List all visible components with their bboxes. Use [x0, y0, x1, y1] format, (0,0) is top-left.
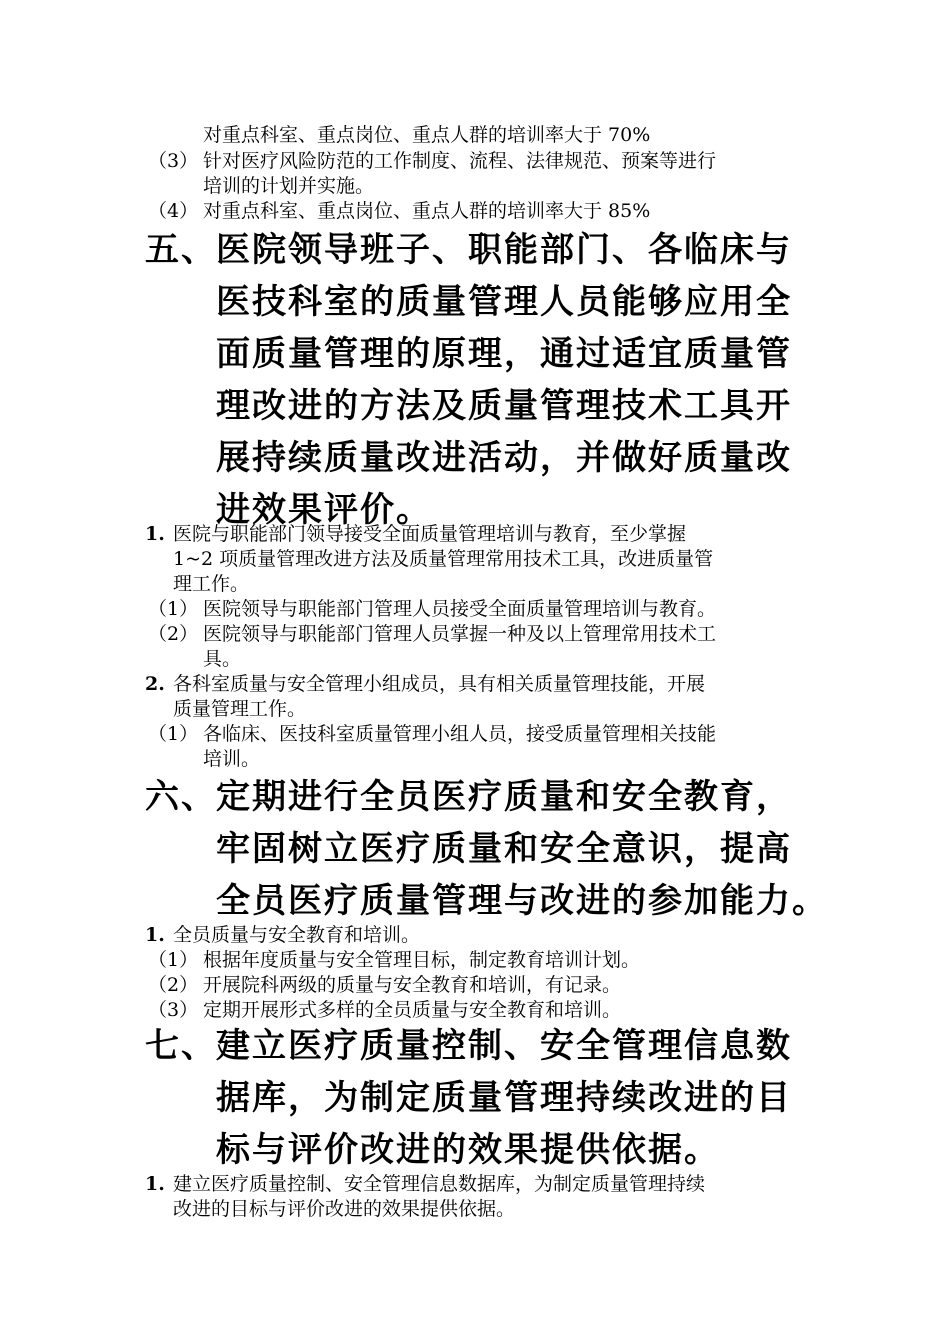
heading-line: 定期进行全员医疗质量和安全教育， — [216, 777, 792, 817]
text-line: 定期开展形式多样的全员质量与安全教育和培训。 — [203, 999, 622, 1021]
heading-line: 全员医疗质量管理与改进的参加能力。 — [216, 881, 828, 921]
item-marker: （3） — [148, 150, 199, 172]
item-marker: （1） — [148, 598, 199, 620]
heading-line: 牢固树立医疗质量和安全意识，提高 — [216, 829, 792, 869]
item-marker: 2. — [145, 673, 165, 695]
heading-line: 面质量管理的原理，通过适宜质量管 — [216, 334, 792, 374]
text-line: 培训的计划并实施。 — [203, 175, 375, 197]
item-marker: 1. — [145, 924, 165, 946]
heading-line: 进效果评价。 — [216, 490, 432, 530]
text-line: 对重点科室、重点岗位、重点人群的培训率大于 85% — [203, 200, 651, 222]
text-line: 开展院科两级的质量与安全教育和培训，有记录。 — [203, 974, 622, 996]
text-line: 各科室质量与安全管理小组成员，具有相关质量管理技能，开展 — [173, 673, 706, 695]
text-line: 理工作。 — [173, 573, 250, 595]
text-line: 各临床、医技科室质量管理小组人员，接受质量管理相关技能 — [203, 723, 717, 745]
text-line: 1~2 项质量管理改进方法及质量管理常用技术工具，改进质量管 — [173, 548, 714, 570]
paragraph-continuation — [203, 123, 650, 148]
heading-line: 医院领导班子、职能部门、各临床与 — [216, 230, 792, 270]
heading-line: 理改进的方法及质量管理技术工具开 — [216, 386, 792, 426]
text-line: 医院与职能部门领导接受全面质量管理培训与教育，至少掌握 — [173, 523, 687, 545]
item-marker: （1） — [148, 723, 199, 745]
text-line: 对重点科室、重点岗位、重点人群的培训率大于 70% — [203, 124, 651, 146]
heading-marker: 五、 — [145, 230, 217, 270]
heading-line: 展持续质量改进活动，并做好质量改 — [216, 438, 792, 478]
text-line: 质量管理工作。 — [173, 698, 307, 720]
text-line: 培训。 — [203, 748, 261, 770]
item-marker: 1. — [145, 523, 165, 545]
text-line: 医院领导与职能部门管理人员接受全面质量管理培训与教育。 — [203, 598, 717, 620]
text-line: 根据年度质量与安全管理目标，制定教育培训计划。 — [203, 949, 641, 971]
heading-marker: 六、 — [145, 777, 217, 817]
text-line: 改进的目标与评价改进的效果提供依据。 — [173, 1198, 516, 1220]
item-marker: （4） — [148, 200, 199, 222]
text-line: 建立医疗质量控制、安全管理信息数据库，为制定质量管理持续 — [173, 1173, 706, 1195]
item-marker: （2） — [148, 623, 199, 645]
item-marker: 1. — [145, 1173, 165, 1195]
item-marker: （1） — [148, 949, 199, 971]
item-marker: （2） — [148, 974, 199, 996]
text-line: 医院领导与职能部门管理人员掌握一种及以上管理常用技术工 — [203, 623, 717, 645]
text-line: 针对医疗风险防范的工作制度、流程、法律规范、预案等进行 — [203, 150, 717, 172]
heading-line: 标与评价改进的效果提供依据。 — [216, 1130, 720, 1170]
heading-line: 建立医疗质量控制、安全管理信息数 — [216, 1026, 792, 1066]
item-marker: （3） — [148, 999, 199, 1021]
heading-marker: 七、 — [145, 1026, 217, 1066]
heading-line: 医技科室的质量管理人员能够应用全 — [216, 282, 792, 322]
text-line: 全员质量与安全教育和培训。 — [173, 924, 421, 946]
text-line: 具。 — [203, 648, 242, 670]
heading-line: 据库，为制定质量管理持续改进的目 — [216, 1078, 792, 1118]
